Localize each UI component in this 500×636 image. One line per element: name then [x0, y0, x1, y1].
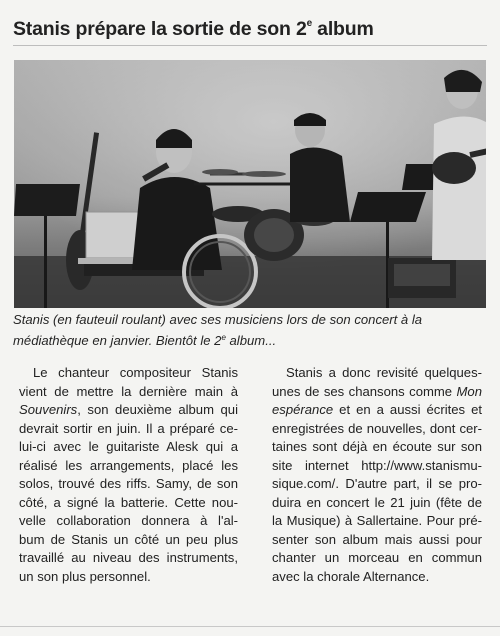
headline-divider [13, 45, 487, 46]
paragraph-line: duira en concert le 21 juin (fête de [272, 494, 482, 510]
paragraph-line [19, 401, 238, 420]
concert-photo [14, 60, 486, 308]
caption-line [13, 329, 489, 350]
paragraph-line: devrait sortir en juin. Il a préparé ce- [19, 420, 238, 436]
caption-text: médiathèque en janvier. Bientôt le 2 [13, 333, 222, 348]
article-headline [13, 18, 487, 41]
paragraph-line: taines sont déjà en écoute sur son [272, 439, 482, 454]
paragraph-line: avec la chorale Alternance. [272, 568, 430, 584]
paragraph-line: la Musique) à Sallertaine. Pour pré- [272, 513, 482, 528]
paragraph-line: vient de mettre la dernière main à [19, 383, 238, 399]
paragraph-line: chanter un morceau en commun [272, 550, 482, 565]
paragraph-line: réalisé les arrangements, placé les [19, 457, 238, 473]
paragraph-line [272, 383, 482, 402]
paragraph-line: travaillé au niveau des instruments, [19, 550, 238, 565]
paragraph-line: solos, trouvé des riffs. Samy, de son [19, 476, 238, 491]
song-title: espérance [272, 402, 334, 417]
paragraph-line: Le chanteur compositeur Stanis [33, 365, 238, 380]
caption-superscript: e [221, 333, 226, 342]
paragraph-line: enregistrées de nouvelles, dont cer- [272, 420, 482, 436]
paragraph-line: senter son album mais aussi pour [272, 531, 482, 547]
page-bottom-divider [0, 626, 500, 627]
paragraph-text: et en a aussi écrites et [333, 402, 482, 417]
paragraph-line: côté, a signé la batterie. Cette nou- [19, 494, 238, 510]
caption-line: Stanis (en fauteuil roulant) avec ses musiciens lors de son concert à la [13, 312, 423, 327]
album-title: Souvenirs [19, 402, 78, 417]
headline-superscript: e [306, 18, 312, 29]
paragraph-line [272, 401, 482, 420]
concert-photo-illustration [14, 60, 486, 308]
paragraph-line: Stanis a donc revisité quelques- [286, 365, 482, 380]
paragraph-line: velle collaboration donnera à l'al- [19, 513, 238, 528]
paragraph-line: bum de Stanis un côté un peu plus [19, 531, 238, 547]
photo-caption [13, 311, 489, 350]
article-column-left [19, 364, 238, 586]
song-title: Mon [456, 383, 482, 399]
paragraph-line: un son plus personnel. [19, 568, 151, 584]
paragraph-text: unes de ses chansons comme [272, 383, 457, 399]
paragraph-line: site internet http://www.stanismu- [272, 457, 482, 473]
headline-text: Stanis prépare la sortie de son 2 [13, 18, 307, 40]
paragraph-line: lui-ci avec le guitariste Alesk qui a [19, 439, 238, 454]
paragraph-text: , son deuxième album qui [77, 402, 238, 417]
caption-tail: album... [225, 333, 277, 348]
headline-tail: album [311, 18, 374, 40]
paragraph-line: sique.com/. D'autre part, il se pro- [272, 476, 482, 491]
article-column-right [272, 364, 482, 586]
